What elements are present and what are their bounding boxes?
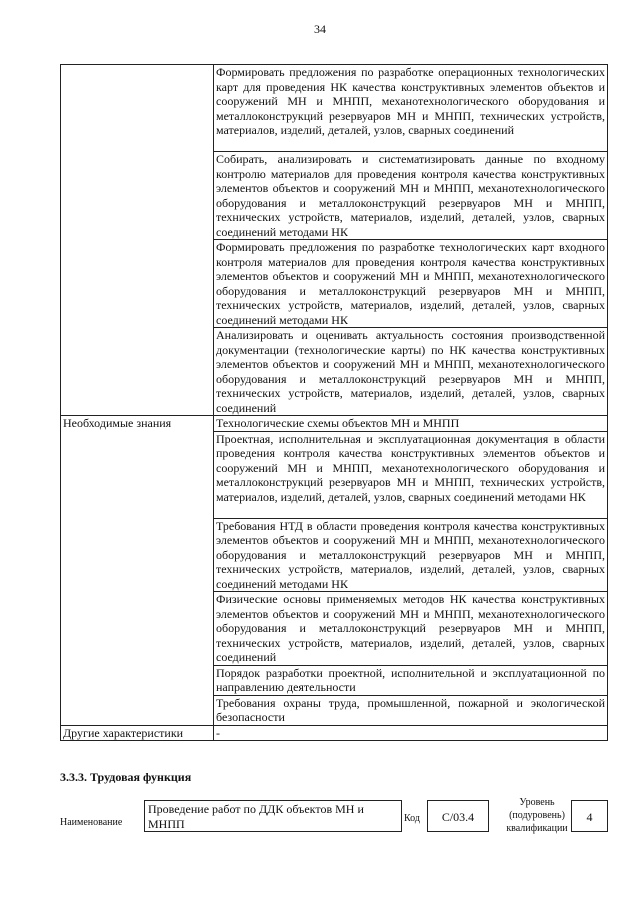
knowledge-cell: Проектная, исполнительная и эксплуатационная документация в области проведения контроля качества конструктивных элементов объектов и сооружений МН и МНПП, механотехнологического оборудования и металлоконструкций резервуаров МН и МНПП, технических устройств, материалов, изделий, деталей, узлов, сварных соединений методами НК [214,431,608,518]
table-row [61,65,608,152]
knowledge-cell: Требования охраны труда, промышленной, пожарной и экологической безопасности [214,695,608,725]
row-label-empty [61,65,214,416]
name-label: Наименование [60,817,123,828]
code-value: С/03.4 [427,800,489,832]
knowledge-cell: Требования НТД в области проведения контроля качества конструктивных элементов объектов и сооружений МН и МНПП, механотехнологического оборудования и металлоконструкций резервуаров МН и МНПП, технических устройств, материалов, изделий, деталей, узлов, сварных соединений методами НК [214,518,608,592]
knowledge-cell: Физические основы применяемых методов НК качества конструктивных элементов объектов и сооружений МН и МНПП, механотехнологического оборудования и металлоконструкций резервуаров МН и МНПП, технических устройств, материалов, изделий, деталей, узлов, сварных соединений [214,592,608,666]
table-row [61,416,608,432]
qualification-level-value: 4 [571,800,608,832]
qualification-level-label: Уровень (подуровень) квалификации [506,797,568,834]
knowledge-label: Необходимые знания [61,416,214,726]
other-characteristics-value: - [214,725,608,741]
name-value: Проведение работ по ДДК объектов МН и МНПП [144,800,402,832]
skill-cell: Формировать предложения по разработке технологических карт входного контроля материалов для проведения контроля качества конструктивных элементов объектов и сооружений МН и МНПП, механотехнологического оборудования и металлоконструкций резервуаров МН и МНПП, технических устройств, материалов, изделий, деталей, узлов, сварных соединений методами НК [214,240,608,328]
skill-cell: Собирать, анализировать и систематизировать данные по входному контролю материалов для проведения контроля качества конструктивных элементов объектов и сооружений МН и МНПП, механотехнологического оборудования и металлоконструкций резервуаров МН и МНПП, технических устройств, материалов, изделий, деталей, узлов, сварных соединений методами НК [214,152,608,240]
knowledge-skills-table [60,64,608,741]
table-row [61,725,608,741]
knowledge-cell: Порядок разработки проектной, исполнительной и эксплуатационной по направлению деятельности [214,665,608,695]
page-number: 34 [314,22,326,36]
knowledge-cell: Технологические схемы объектов МН и МНПП [214,416,608,432]
other-characteristics-label: Другие характеристики [61,725,214,741]
skill-cell: Анализировать и оценивать актуальность состояния производственной документации (технологические карты) по НК качества конструктивных элементов объектов и сооружений МН и МНПП, механотехнологического оборудования и металлоконструкций резервуаров МН и МНПП, технических устройств, материалов, изделий, деталей, узлов, сварных соединений [214,328,608,416]
skill-cell: Формировать предложения по разработке операционных технологических карт для проведения НК качества конструктивных элементов объектов и сооружений МН и МНПП, механотехнологического оборудования и металлоконструкций резервуаров МН и МНПП, технических устройств, материалов, изделий, деталей, узлов, сварных соединений [214,65,608,152]
code-label: Код [404,813,420,824]
function-meta-row [60,797,608,846]
labor-function-heading: 3.3.3. Трудовая функция [60,770,192,784]
